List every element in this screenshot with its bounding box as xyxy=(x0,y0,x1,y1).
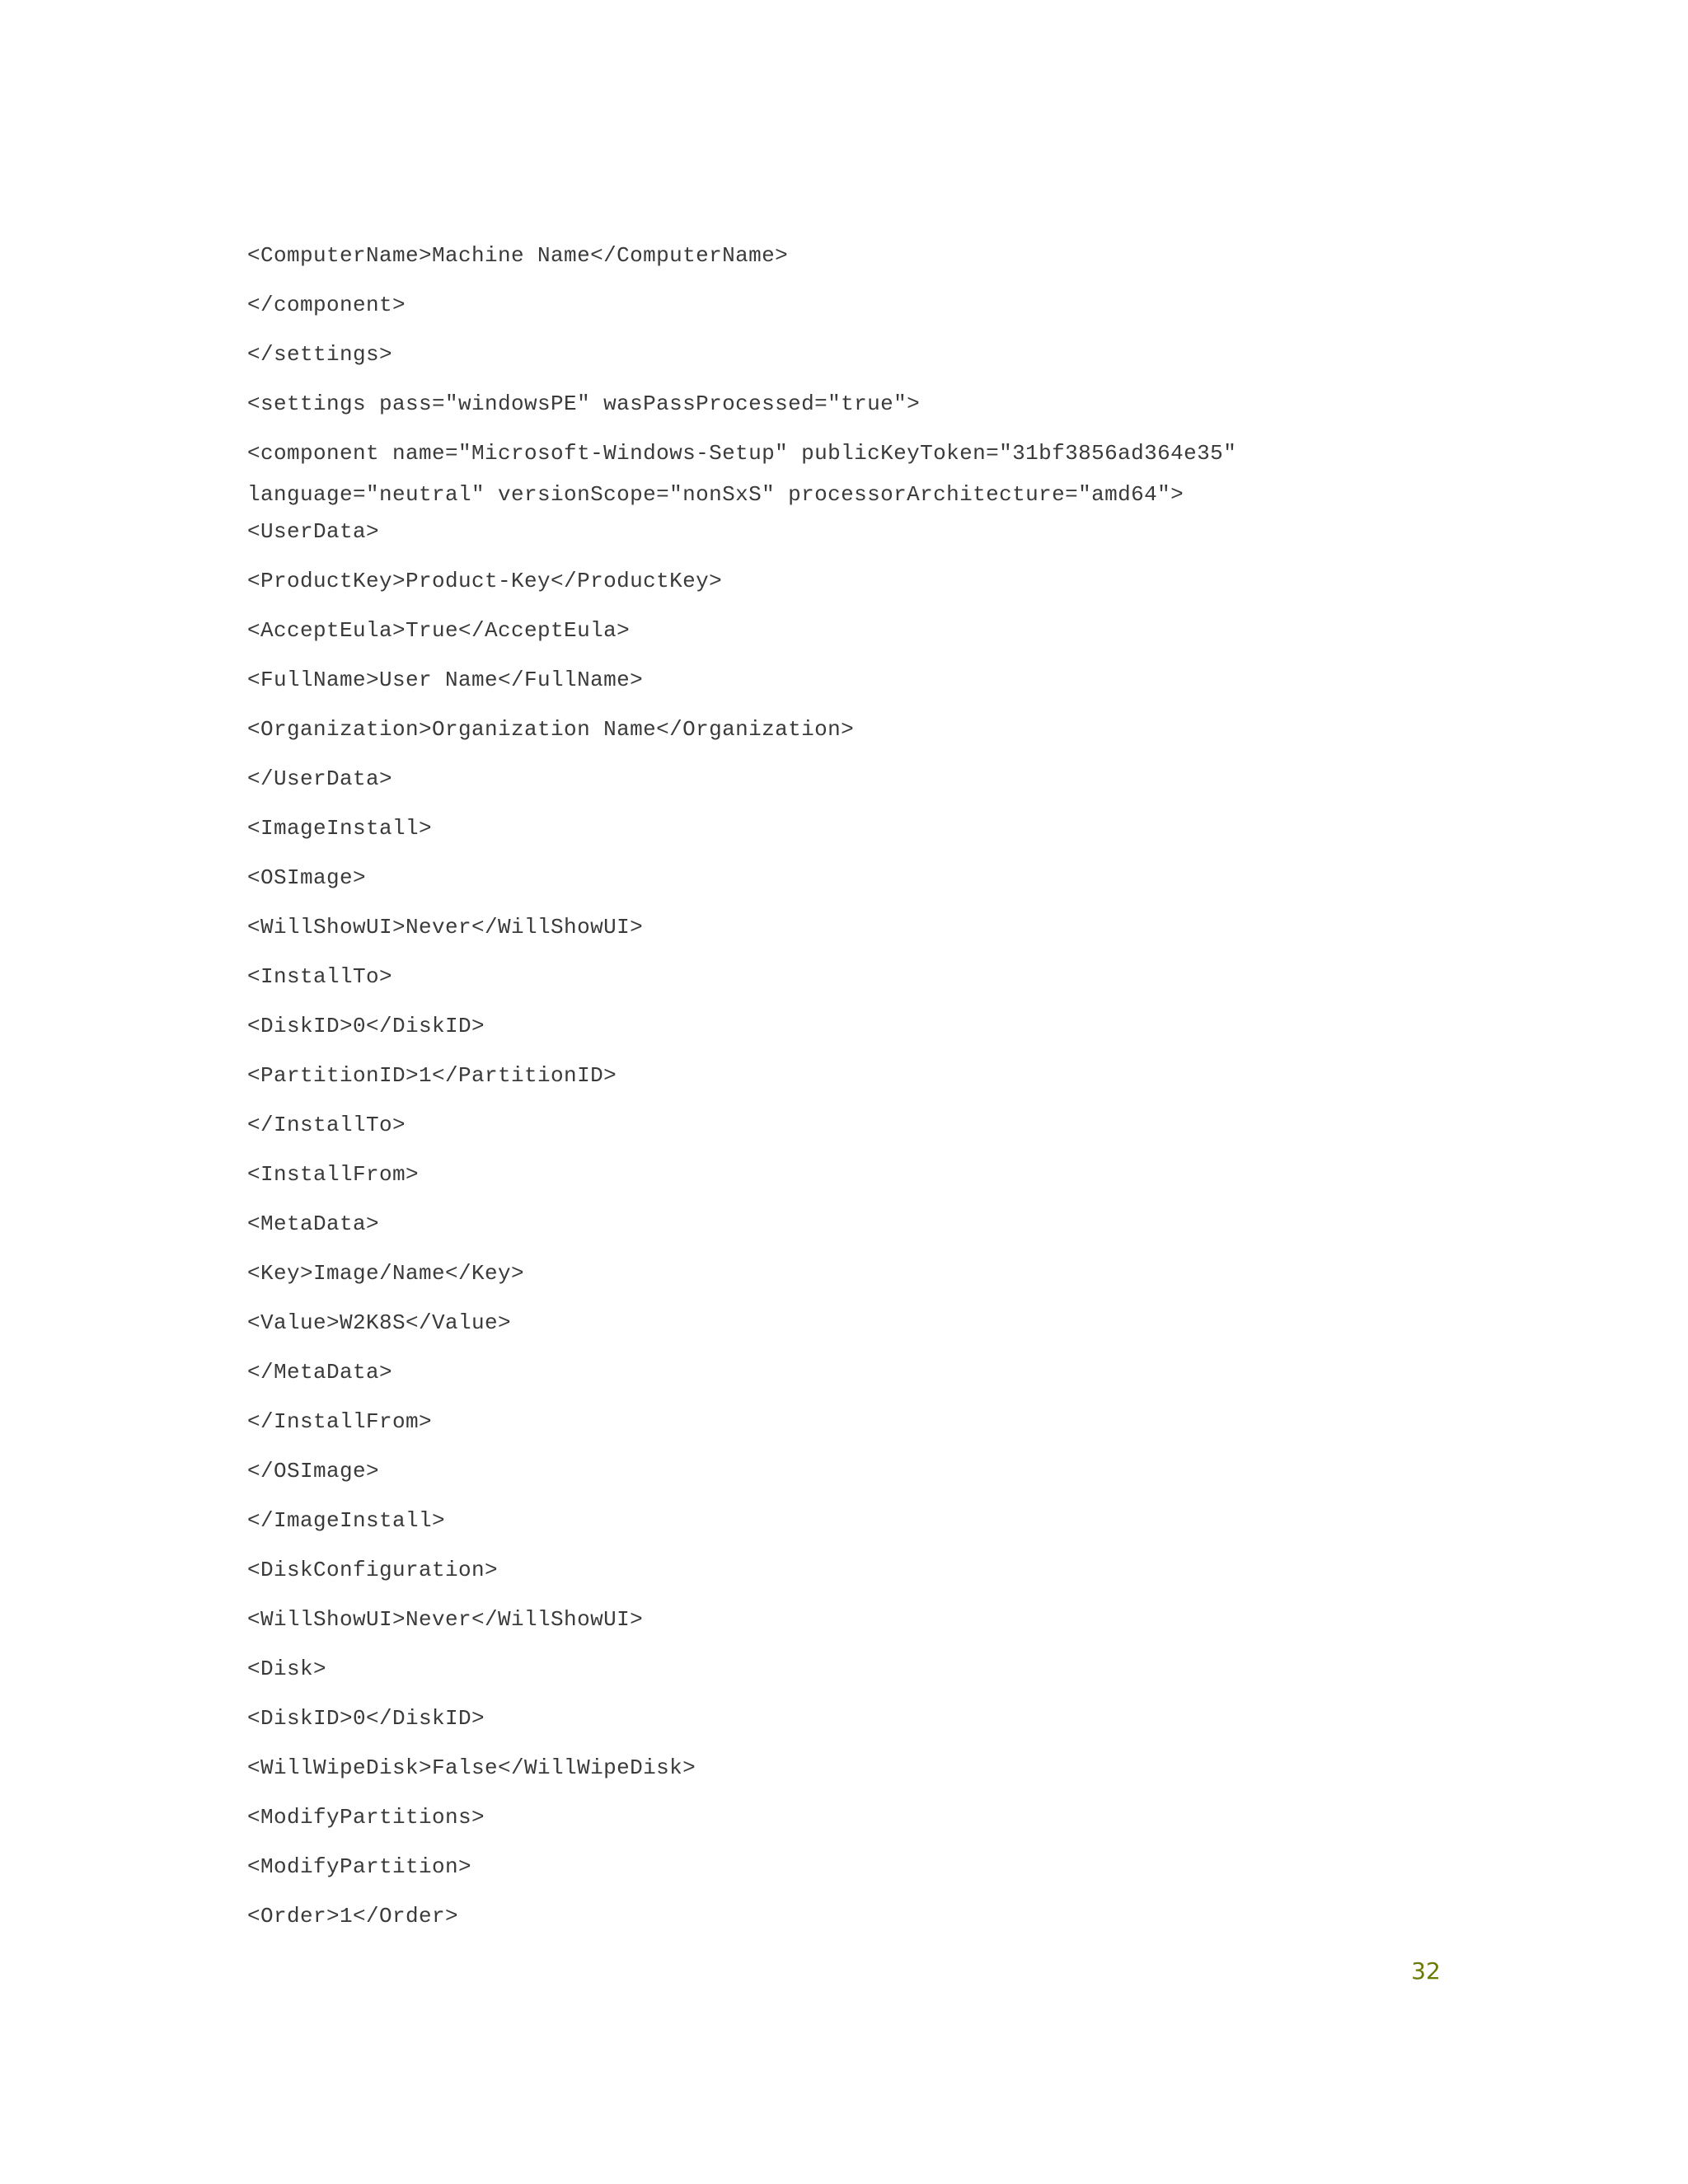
code-line: </component> xyxy=(247,293,406,317)
code-line: <settings pass="windowsPE" wasPassProcessed="true"> xyxy=(247,391,921,416)
code-line: <DiskID>0</DiskID> xyxy=(247,1014,485,1038)
code-line: </OSImage> xyxy=(247,1459,380,1483)
code-line: <UserData> xyxy=(247,519,380,544)
code-line: <WillShowUI>Never</WillShowUI> xyxy=(247,1607,644,1632)
xml-code-block xyxy=(247,239,1484,1949)
code-line: <component name="Microsoft-Windows-Setup" publicKeyToken="31bf3856ad364e35" language="neutral" versionScope="nonSxS" processorArchitecture="amd64"> xyxy=(247,441,1250,507)
code-line: <ProductKey>Product-Key</ProductKey> xyxy=(247,569,723,593)
code-line: <Key>Image/Name</Key> xyxy=(247,1261,525,1286)
code-line: <MetaData> xyxy=(247,1212,380,1236)
code-line: <ImageInstall> xyxy=(247,816,433,841)
code-line: <ModifyPartition> xyxy=(247,1854,472,1879)
code-line: </MetaData> xyxy=(247,1360,393,1385)
code-line: <Value>W2K8S</Value> xyxy=(247,1310,512,1335)
code-line: </UserData> xyxy=(247,766,393,791)
code-line: <InstallTo> xyxy=(247,964,393,989)
code-line: <OSImage> xyxy=(247,865,367,890)
code-line: </InstallFrom> xyxy=(247,1409,433,1434)
code-line: </ImageInstall> xyxy=(247,1508,446,1533)
code-line: <FullName>User Name</FullName> xyxy=(247,668,644,692)
code-line: <InstallFrom> xyxy=(247,1162,420,1187)
code-line: <DiskID>0</DiskID> xyxy=(247,1706,485,1731)
code-line: <Organization>Organization Name</Organization> xyxy=(247,717,855,742)
code-line: <ModifyPartitions> xyxy=(247,1805,485,1830)
code-line: <PartitionID>1</PartitionID> xyxy=(247,1063,617,1088)
code-line: <WillWipeDisk>False</WillWipeDisk> xyxy=(247,1755,696,1780)
code-line: <Disk> xyxy=(247,1657,327,1681)
code-line: <DiskConfiguration> xyxy=(247,1558,499,1582)
code-line: <Order>1</Order> xyxy=(247,1904,459,1929)
code-line: </settings> xyxy=(247,342,393,367)
code-line: </InstallTo> xyxy=(247,1113,406,1137)
code-line: <ComputerName>Machine Name</ComputerName> xyxy=(247,243,789,268)
code-line: <AcceptEula>True</AcceptEula> xyxy=(247,618,631,643)
page-number: 32 xyxy=(1411,1957,1441,1985)
code-line: <WillShowUI>Never</WillShowUI> xyxy=(247,915,644,940)
